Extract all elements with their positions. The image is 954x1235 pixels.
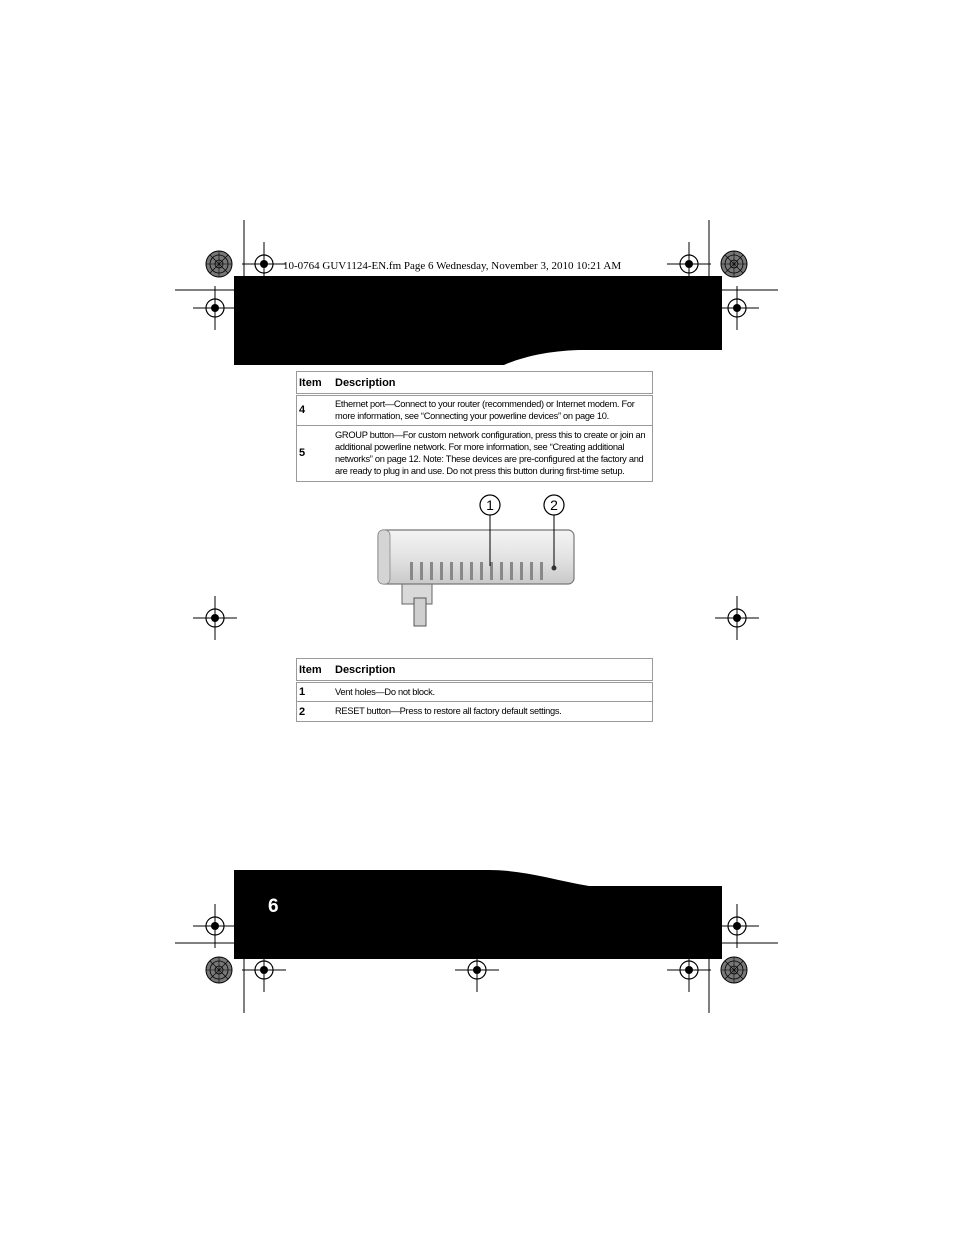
item-number: 2 [297,702,336,722]
star-target-icon [206,251,232,277]
registration-mark-icon [193,904,237,948]
registration-mark-icon [193,596,237,640]
item-number: 4 [297,395,336,426]
item-table-2 [296,658,653,722]
table-row [297,425,653,481]
callout-2-label: 2 [550,497,558,513]
registration-mark-icon [715,596,759,640]
star-target-icon [206,957,232,983]
footer-band [234,870,722,959]
column-header-description: Description [335,372,653,395]
column-header-item: Item [297,372,336,395]
page-number: 6 [268,896,279,917]
column-header-description: Description [335,659,653,682]
star-target-icon [721,251,747,277]
powerline-adapter-figure [370,490,590,635]
item-description: Vent holes—Do not block. [335,682,653,702]
print-header: 10-0764 GUV1124-EN.fm Page 6 Wednesday, November 3, 2010 10:21 AM [283,260,622,272]
reset-button-icon [552,566,557,571]
table-row [297,702,653,722]
star-target-icon [721,957,747,983]
item-number: 5 [297,425,336,481]
registration-mark-icon [193,286,237,330]
table-row [297,682,653,702]
item-table-1 [296,371,653,482]
header-band [234,276,722,365]
column-header-item: Item [297,659,336,682]
callout-1-label: 1 [486,497,494,513]
table-row [297,395,653,426]
item-description: Ethernet port—Connect to your router (recommended) or Internet modem. For more information, see “Connecting your powerline devices” on page 10. [335,395,653,426]
item-number: 1 [297,682,336,702]
item-description: RESET button—Press to restore all factory default settings. [335,702,653,722]
item-description: GROUP button—For custom network configuration, press this to create or join an additional powerline network. For more information, see “Creating additional networks” on page 12. Note: These devices are pre-configured at the factory and are ready to plug in and use. Do not press this button during first-time setup. [335,425,653,481]
